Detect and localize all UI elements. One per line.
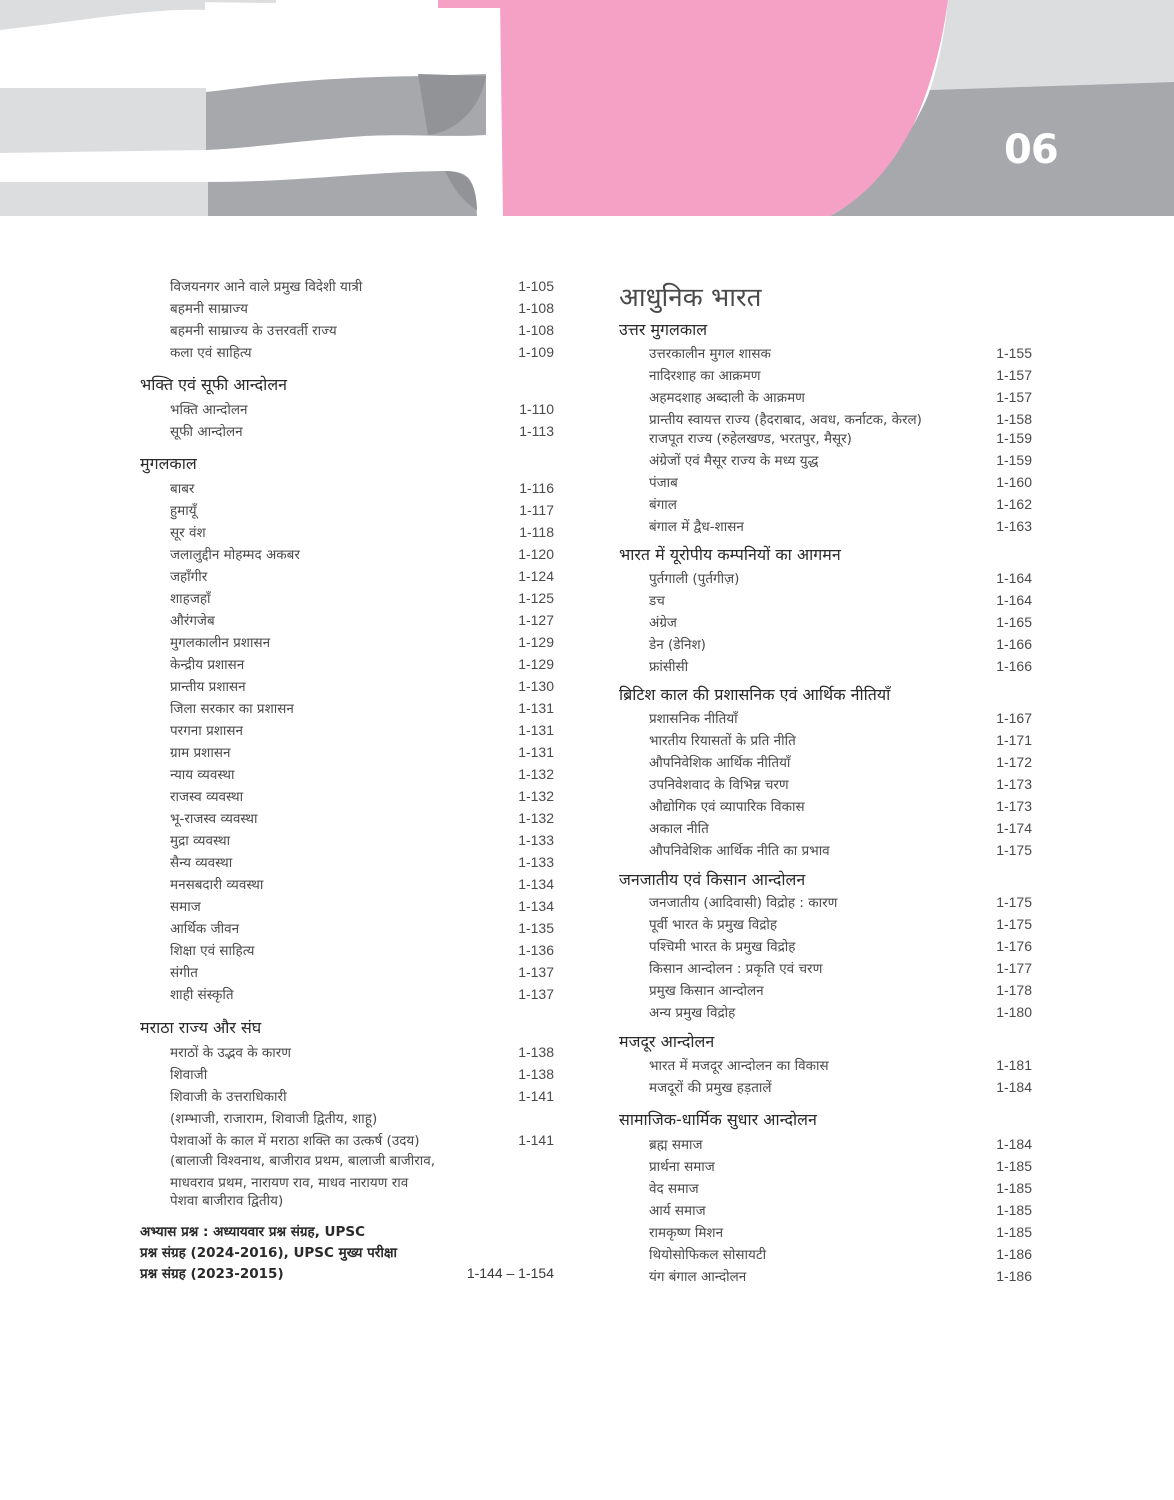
entry-page: 1-118 [519,524,554,540]
entry-title: जहाँगीर [170,569,208,585]
entry-title: उत्तरकालीन मुगल शासक [649,346,771,362]
entry-page: 1-157 [996,389,1032,405]
section-heading: भक्ति एवं सूफी आन्दोलन [140,375,288,394]
entry-page: 1-131 [518,722,554,738]
entry-title: वेद समाज [649,1181,699,1197]
toc-entry[interactable] [619,1201,1032,1223]
entry-page: 1-166 [996,658,1032,674]
entry-title: प्रमुख किसान आन्दोलन [649,983,764,999]
toc-entry[interactable] [140,1065,554,1087]
entry-title: पंजाब [649,475,678,491]
toc-entry[interactable] [140,523,554,545]
toc-entry[interactable] [140,809,554,831]
entry-title: शाही संस्कृति [170,987,234,1003]
entry-page: 1-124 [518,568,554,584]
entry-title: डेन (डेनिश) [649,637,706,653]
entry-title: पश्चिमी भारत के प्रमुख विद्रोह [649,939,796,955]
entry-title: आर्थिक जीवन [170,921,240,937]
toc-entry[interactable] [140,545,554,567]
entry-title: विजयनगर आने वाले प्रमुख विदेशी यात्री [170,279,363,295]
entry-title: शिवाजी के उत्तराधिकारी [170,1089,287,1105]
entry-continuation: (बालाजी विश्वनाथ, बाजीराव प्रथम, बालाजी बाजीराव, [170,1153,436,1169]
toc-entry[interactable] [619,841,1032,863]
toc-entry[interactable] [619,1245,1032,1267]
entry-continuation: माधवराव प्रथम, नारायण राव, माधव नारायण राव [170,1175,409,1191]
entry-title: सूर वंश [170,525,206,541]
entry-title: सैन्य व्यवस्था [170,855,233,871]
entry-title: भारत में मजदूर आन्दोलन का विकास [649,1058,829,1074]
entry-title: परगना प्रशासन [170,723,244,739]
toc-entry[interactable] [140,831,554,853]
toc-entry[interactable] [619,344,1032,366]
entry-page: 1-125 [518,590,554,606]
entry-title: आर्य समाज [649,1203,706,1219]
toc-entry[interactable] [140,941,554,963]
entry-title: पुर्तगाली (पुर्तगीज़) [649,571,740,587]
entry-page: 1-133 [518,854,554,870]
entry-page: 1-160 [996,474,1032,490]
entry-page: 1-175 [996,894,1032,910]
toc-entry[interactable] [140,479,554,501]
toc-entry[interactable] [619,915,1032,937]
entry-page: 1-117 [519,502,554,518]
toc-entry[interactable] [140,655,554,677]
entry-title: प्रान्तीय प्रशासन [170,679,246,695]
entry-page: 1-110 [519,401,554,417]
toc-entry[interactable] [619,731,1032,753]
entry-page: 1-163 [996,518,1032,534]
entry-page: 1-167 [996,710,1032,726]
entry-page: 1-141 [518,1132,554,1148]
entry-title: डच [649,593,665,609]
entry-page: 1-171 [996,732,1032,748]
entry-title: औद्योगिक एवं व्यापारिक विकास [649,799,805,815]
toc-entry[interactable] [619,775,1032,797]
entry-title: भू-राजस्व व्यवस्था [170,811,258,827]
toc-entry[interactable] [140,699,554,721]
toc-entry[interactable] [619,635,1032,657]
toc-entry[interactable] [140,422,554,444]
section-heading: मजदूर आन्दोलन [619,1032,715,1051]
entry-title: जनजातीय (आदिवासी) विद्रोह : कारण [649,895,838,911]
entry-page: 1-180 [996,1004,1032,1020]
entry-title: औपनिवेशिक आर्थिक नीतियाँ [649,755,791,771]
entry-title: औपनिवेशिक आर्थिक नीति का प्रभाव [649,843,830,859]
toc-entry[interactable] [619,981,1032,1003]
entry-page: 1-116 [519,480,554,496]
toc-entry[interactable] [619,517,1032,539]
entry-title: न्याय व्यवस्था [170,767,235,783]
entry-page: 1-133 [518,832,554,848]
toc-entry[interactable] [140,721,554,743]
entry-page: 1-186 [996,1246,1032,1262]
entry-page: 1-166 [996,636,1032,652]
entry-title: अंग्रेजों एवं मैसूर राज्य के मध्य युद्ध [649,453,819,469]
entry-page: 1-173 [996,776,1032,792]
entry-page: 1-129 [518,656,554,672]
entry-page: 1-172 [996,754,1032,770]
entry-title: अहमदशाह अब्दाली के आक्रमण [649,390,805,406]
entry-title: जलालुद्दीन मोहम्मद अकबर [170,547,300,563]
entry-title: मुगलकालीन प्रशासन [170,635,271,651]
entry-page: 1-141 [518,1088,554,1104]
toc-entry[interactable] [140,321,554,343]
practice-questions-pages[interactable]: 1-144 – 1-154 [466,1265,554,1281]
toc-entry[interactable] [619,613,1032,635]
entry-title: शिवाजी [170,1067,208,1083]
entry-page: 1-162 [996,496,1032,512]
entry-page: 1-181 [996,1057,1032,1073]
practice-questions-line-1: अभ्यास प्रश्न : अध्यायवार प्रश्न संग्रह, UPSC [140,1224,366,1240]
toc-entry[interactable] [619,591,1032,613]
entry-title: मराठों के उद्भव के कारण [170,1045,292,1061]
entry-title: सूफी आन्दोलन [170,424,243,440]
entry-page: 1-175 [996,842,1032,858]
entry-title: अन्य प्रमुख विद्रोह [649,1005,736,1021]
toc-entry[interactable] [140,853,554,875]
entry-page: 1-108 [518,300,554,316]
entry-title: संगीत [170,965,198,981]
entry-title: अकाल नीति [649,821,709,837]
entry-page: 1-131 [518,700,554,716]
entry-title: राजस्व व्यवस्था [170,789,244,805]
toc-entry[interactable] [619,893,1032,915]
toc-entry[interactable] [140,919,554,941]
toc-entry[interactable] [140,277,554,299]
toc-entry[interactable] [619,1135,1032,1157]
toc-entry[interactable] [140,985,554,1007]
entry-title: थियोसोफिकल सोसायटी [649,1247,767,1263]
toc-entry[interactable] [619,709,1032,731]
toc-entry[interactable] [619,366,1032,388]
entry-title: ग्राम प्रशासन [170,745,231,761]
entry-page: 1-138 [518,1044,554,1060]
entry-page: 1-186 [996,1268,1032,1284]
toc-entry[interactable] [619,451,1032,473]
entry-title: पूर्वी भारत के प्रमुख विद्रोह [649,917,778,933]
section-heading: जनजातीय एवं किसान आन्दोलन [619,870,806,889]
entry-page: 1-137 [518,986,554,1002]
toc-entry[interactable] [619,1056,1032,1078]
toc-entry[interactable] [140,787,554,809]
toc-entry[interactable] [140,963,554,985]
toc-entry[interactable] [619,819,1032,841]
entry-page: 1-155 [996,345,1032,361]
toc-entry[interactable] [619,959,1032,981]
toc-entry[interactable] [140,765,554,787]
toc-entry[interactable] [140,1087,554,1109]
entry-title: समाज [170,899,201,915]
entry-title: हुमायूँ [170,503,197,519]
toc-entry[interactable] [140,299,554,321]
entry-title: प्रशासनिक नीतियाँ [649,711,738,727]
entry-title: मनसबदारी व्यवस्था [170,877,264,893]
toc-entry[interactable] [140,343,554,365]
entry-page: 1-175 [996,916,1032,932]
entry-title: प्रान्तीय स्वायत्त राज्य (हैदराबाद, अवध, कर्नाटक, केरल) [649,412,922,428]
entry-page: 1-178 [996,982,1032,998]
toc-entry[interactable] [619,388,1032,410]
entry-title: यंग बंगाल आन्दोलन [649,1269,747,1285]
toc-entry[interactable] [619,495,1032,517]
section-heading: ब्रिटिश काल की प्रशासनिक एवं आर्थिक नीतियाँ [619,685,891,704]
chapter-number: 06 [1004,127,1058,173]
entry-page: 1-120 [518,546,554,562]
entry-title: औरंगजेब [170,613,215,629]
toc-entry[interactable] [140,875,554,897]
practice-questions-line-3: प्रश्न संग्रह (2023-2015) [140,1266,284,1282]
toc-entry[interactable] [619,937,1032,959]
entry-page: 1-158 [996,411,1032,427]
entry-title: अंग्रेज [649,615,677,631]
entry-page: 1-165 [996,614,1032,630]
entry-title: रामकृष्ण मिशन [649,1225,724,1241]
toc-entry[interactable] [619,797,1032,819]
entry-page: 1-132 [518,766,554,782]
entry-page: 1-137 [518,964,554,980]
entry-title: मजदूरों की प्रमुख हड़तालें [649,1080,772,1096]
toc-entry[interactable] [619,1179,1032,1201]
entry-title: भक्ति आन्दोलन [170,402,248,418]
entry-page: 1-157 [996,367,1032,383]
entry-title: फ्रांसीसी [649,659,689,675]
entry-title: उपनिवेशवाद के विभिन्न चरण [649,777,789,793]
entry-page: 1-135 [518,920,554,936]
entry-title: केन्द्रीय प्रशासन [170,657,245,673]
entry-page: 1-132 [518,810,554,826]
entry-page: 1-159 [996,452,1032,468]
entry-title: किसान आन्दोलन : प्रकृति एवं चरण [649,961,823,977]
entry-page: 1-129 [518,634,554,650]
entry-title: बंगाल में द्वैध-शासन [649,519,744,535]
toc-entry[interactable] [140,589,554,611]
toc-entry[interactable] [140,1131,554,1153]
toc-entry[interactable] [140,611,554,633]
entry-title: बहमनी साम्राज्य के उत्तरवर्ती राज्य [170,323,337,339]
entry-title: पेशवाओं के काल में मराठा शक्ति का उत्कर्ष (उदय) [170,1133,420,1149]
entry-page: 1-164 [996,592,1032,608]
entry-continuation: पेशवा बाजीराव द्वितीय) [170,1193,284,1209]
entry-page: 1-136 [518,942,554,958]
entry-page: 1-138 [518,1066,554,1082]
entry-page: 1-134 [518,876,554,892]
practice-questions-line-2: प्रश्न संग्रह (2024-2016), UPSC मुख्य परीक्षा [140,1245,398,1261]
toc-entry[interactable] [140,743,554,765]
entry-title: जिला सरकार का प्रशासन [170,701,294,717]
toc-entry[interactable] [619,657,1032,679]
toc-entry[interactable] [619,569,1032,591]
entry-page: 1-173 [996,798,1032,814]
toc-entry[interactable] [619,1078,1032,1100]
section-heading: उत्तर मुगलकाल [619,320,708,339]
entry-page: 1-174 [996,820,1032,836]
toc-entry[interactable] [140,633,554,655]
toc-entry[interactable] [619,1003,1032,1025]
entry-title: बहमनी साम्राज्य [170,301,248,317]
toc-entry[interactable] [140,400,554,422]
entry-page: 1-177 [996,960,1032,976]
toc-entry[interactable] [619,1267,1032,1289]
entry-title: बंगाल [649,497,677,513]
toc-entry[interactable] [140,897,554,919]
entry-page: 1-105 [518,278,554,294]
entry-title: नादिरशाह का आक्रमण [649,368,761,384]
entry-title: बाबर [170,481,195,497]
section-heading: सामाजिक-धार्मिक सुधार आन्दोलन [619,1110,817,1129]
entry-page: 1-184 [996,1136,1032,1152]
toc-entry[interactable] [140,677,554,699]
entry-page: 1-185 [996,1158,1032,1174]
entry-title: ब्रह्म समाज [649,1137,703,1153]
entry-page: 1-184 [996,1079,1032,1095]
entry-page: 1-108 [518,322,554,338]
entry-title: मुद्रा व्यवस्था [170,833,231,849]
section-heading: भारत में यूरोपीय कम्पनियों का आगमन [619,545,841,564]
toc-entry[interactable] [619,429,1032,451]
toc-entry[interactable] [619,473,1032,495]
entry-page: 1-159 [996,430,1032,446]
banner-artwork-icon [0,0,1174,216]
entry-title: भारतीय रियासतों के प्रति नीति [649,733,796,749]
entry-page: 1-185 [996,1224,1032,1240]
entry-page: 1-132 [518,788,554,804]
entry-continuation: (शम्भाजी, राजाराम, शिवाजी द्वितीय, शाहू) [170,1111,378,1127]
entry-title: राजपूत राज्य (रुहेलखण्ड, भरतपुर, मैसूर) [649,431,852,447]
entry-page: 1-113 [519,423,554,439]
entry-page: 1-176 [996,938,1032,954]
section-heading: मुगलकाल [140,454,197,473]
entry-title: शाहजहाँ [170,591,211,607]
entry-title: कला एवं साहित्य [170,345,252,361]
entry-title: शिक्षा एवं साहित्य [170,943,255,959]
part-title: आधुनिक भारत [619,283,762,313]
entry-page: 1-164 [996,570,1032,586]
entry-page: 1-131 [518,744,554,760]
toc-entry[interactable] [619,1157,1032,1179]
toc-entry[interactable] [619,1223,1032,1245]
entry-page: 1-127 [518,612,554,628]
section-heading: मराठा राज्य और संघ [140,1018,262,1037]
toc-entry[interactable] [140,567,554,589]
toc-entry[interactable] [619,753,1032,775]
toc-entry[interactable] [140,1043,554,1065]
entry-page: 1-185 [996,1180,1032,1196]
entry-page: 1-185 [996,1202,1032,1218]
entry-page: 1-134 [518,898,554,914]
entry-page: 1-109 [518,344,554,360]
entry-page: 1-130 [518,678,554,694]
entry-title: प्रार्थना समाज [649,1159,715,1175]
toc-entry[interactable] [140,501,554,523]
chapter-banner [0,0,1174,216]
